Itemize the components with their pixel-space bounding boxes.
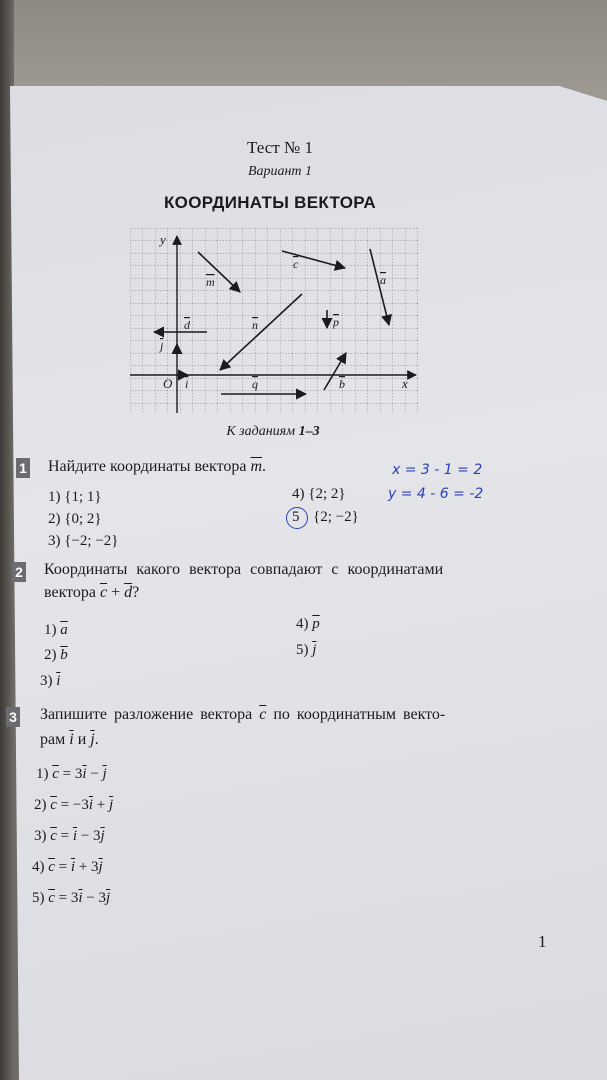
q2-option-3[interactable]	[40, 673, 60, 690]
q2-option-1[interactable]	[44, 622, 68, 639]
q3-option-2-c: $\overline{c}$	[50, 797, 57, 813]
question-1-end: .	[262, 458, 267, 475]
label-axis-y: y	[160, 232, 166, 247]
q3-option-4-num: 4)	[32, 859, 49, 875]
q3-option-3-i: $\overline{i}$	[72, 828, 78, 844]
q3-option-2-i: $\overline{i}$	[88, 797, 94, 813]
q2-vector-d: $\overline{d}$	[124, 584, 133, 601]
q2-option-2-vector: $\overline{b}$	[60, 647, 68, 663]
label-b: b	[339, 377, 345, 391]
q3-option-1[interactable]	[36, 766, 107, 783]
q3-option-3-num: 3)	[34, 828, 51, 844]
q3-option-1-num: 1)	[36, 766, 53, 782]
page-number: 1	[538, 932, 547, 951]
label-q: q	[252, 377, 258, 391]
q3-line2-end: .	[94, 731, 99, 748]
question-2-line-1: Координаты какого вектора совпадают с координатами	[44, 561, 444, 578]
q3-option-1-i: $\overline{i}$	[82, 766, 87, 782]
q2-option-1-vector: $\overline{a}$	[60, 622, 68, 638]
label-origin: O	[163, 376, 173, 391]
label-p: p	[333, 315, 339, 329]
q2-plus: +	[107, 584, 125, 601]
q3-line2-prefix: рам	[40, 731, 70, 748]
q2-option-3-num: 3)	[40, 673, 57, 689]
q2-option-4-vector: $\overline{p}$	[312, 616, 320, 632]
q3-option-1-c: $\overline{c}$	[52, 766, 59, 782]
variant-label: Вариант 1	[247, 164, 313, 179]
q3-option-3-j: $\overline{j}$	[100, 828, 105, 844]
question-3-line-1	[40, 706, 445, 724]
vector-grid-figure	[130, 228, 418, 418]
label-d: d	[184, 318, 190, 332]
q1-option-1[interactable]: 1) {1; 1}	[48, 489, 102, 505]
q3-option-3-eq: =	[56, 828, 73, 844]
question-1-text	[48, 458, 266, 476]
q3-option-4[interactable]	[32, 859, 103, 876]
q3-option-1-op: −	[86, 766, 103, 782]
q3-and: и	[73, 731, 91, 748]
q3-option-4-c: $\overline{c}$	[48, 859, 55, 875]
q2-option-4[interactable]	[296, 616, 320, 633]
q2-end: ?	[132, 584, 140, 601]
q3-option-2-eq: = −3	[56, 797, 89, 813]
q2-option-2-num: 2)	[44, 647, 61, 663]
q3-option-5-op: − 3	[82, 890, 107, 906]
q3-option-5-eq: = 3	[54, 890, 79, 906]
topic-heading: КООРДИНАТЫ ВЕКТОРА	[164, 193, 376, 212]
q3-option-1-j: $\overline{j}$	[102, 766, 107, 782]
q3-option-4-j: $\overline{j}$	[98, 859, 103, 875]
question-3-badge: 3	[6, 707, 20, 727]
q2-vector-c: $\overline{c}$	[100, 584, 108, 601]
q3-option-5-c: $\overline{c}$	[48, 890, 55, 906]
question-3-line-2	[40, 731, 99, 749]
q3-option-2-j: $\overline{j}$	[108, 797, 114, 813]
question-1-vector: $\overline{m}$	[250, 458, 263, 475]
q2-option-1-num: 1)	[44, 622, 61, 638]
test-title: Тест № 1	[247, 138, 313, 157]
q1-option-3[interactable]: 3) {−2; −2}	[48, 533, 119, 549]
q3-option-4-eq: =	[54, 859, 71, 875]
q3-option-5[interactable]	[32, 890, 110, 907]
q3-option-3-op: − 3	[77, 828, 101, 844]
caption-range: 1–3	[298, 424, 320, 439]
q3-option-4-op: + 3	[75, 859, 99, 875]
q3-vector-i: $\overline{i}$	[69, 731, 74, 748]
q1-option-2[interactable]: 2) {0; 2}	[48, 511, 102, 527]
label-axis-x: x	[402, 376, 408, 391]
label-i: i	[185, 377, 189, 391]
label-j: j	[160, 339, 164, 353]
question-2-badge: 2	[12, 562, 26, 582]
label-n: n	[252, 318, 258, 332]
q3-option-3[interactable]	[34, 828, 105, 845]
q3-option-5-i: $\overline{i}$	[78, 890, 83, 906]
q2-prefix: вектора	[44, 584, 101, 601]
q1-option-4[interactable]: 4) {2; 2}	[292, 486, 346, 502]
q3-vector-c: $\overline{c}$	[259, 706, 267, 723]
q2-option-5-num: 5)	[296, 642, 313, 658]
handwritten-x-calc: x = 3 - 1 = 2	[392, 462, 483, 478]
figure-caption	[0, 424, 546, 440]
label-a: a	[380, 273, 386, 287]
q3-option-2[interactable]	[34, 797, 113, 814]
q3-vector-j: $\overline{j}$	[90, 731, 95, 748]
handwritten-y-calc: y = 4 - 6 = -2	[388, 486, 484, 502]
q2-option-2[interactable]	[44, 647, 68, 664]
q3-line1-end: по координатным векто-	[266, 706, 446, 723]
q3-prefix: Запишите разложение вектора	[40, 706, 260, 723]
label-c: c	[293, 257, 299, 271]
q2-option-4-num: 4)	[296, 616, 313, 632]
label-m: m	[206, 275, 215, 289]
caption-prefix: К заданиям	[226, 424, 299, 439]
q3-option-4-i: $\overline{i}$	[70, 859, 76, 875]
q3-option-2-num: 2)	[34, 797, 51, 813]
q1-option-5-value[interactable]: {2; −2}	[313, 509, 359, 525]
question-1-badge: 1	[16, 458, 30, 478]
q3-option-1-eq: = 3	[58, 766, 83, 782]
q3-option-5-num: 5)	[32, 890, 49, 906]
q3-option-2-op: +	[93, 797, 109, 813]
q2-option-5[interactable]	[296, 642, 316, 659]
q1-option-5-number[interactable]: 5	[292, 509, 300, 525]
q2-option-3-vector: $\overline{i}$	[56, 673, 61, 689]
question-2-line-2	[44, 584, 139, 602]
q3-option-5-j: $\overline{j}$	[106, 890, 111, 906]
q2-option-5-vector: $\overline{j}$	[312, 642, 317, 658]
question-1-prompt: Найдите координаты вектора	[48, 458, 251, 475]
q3-option-3-c: $\overline{c}$	[50, 828, 57, 844]
